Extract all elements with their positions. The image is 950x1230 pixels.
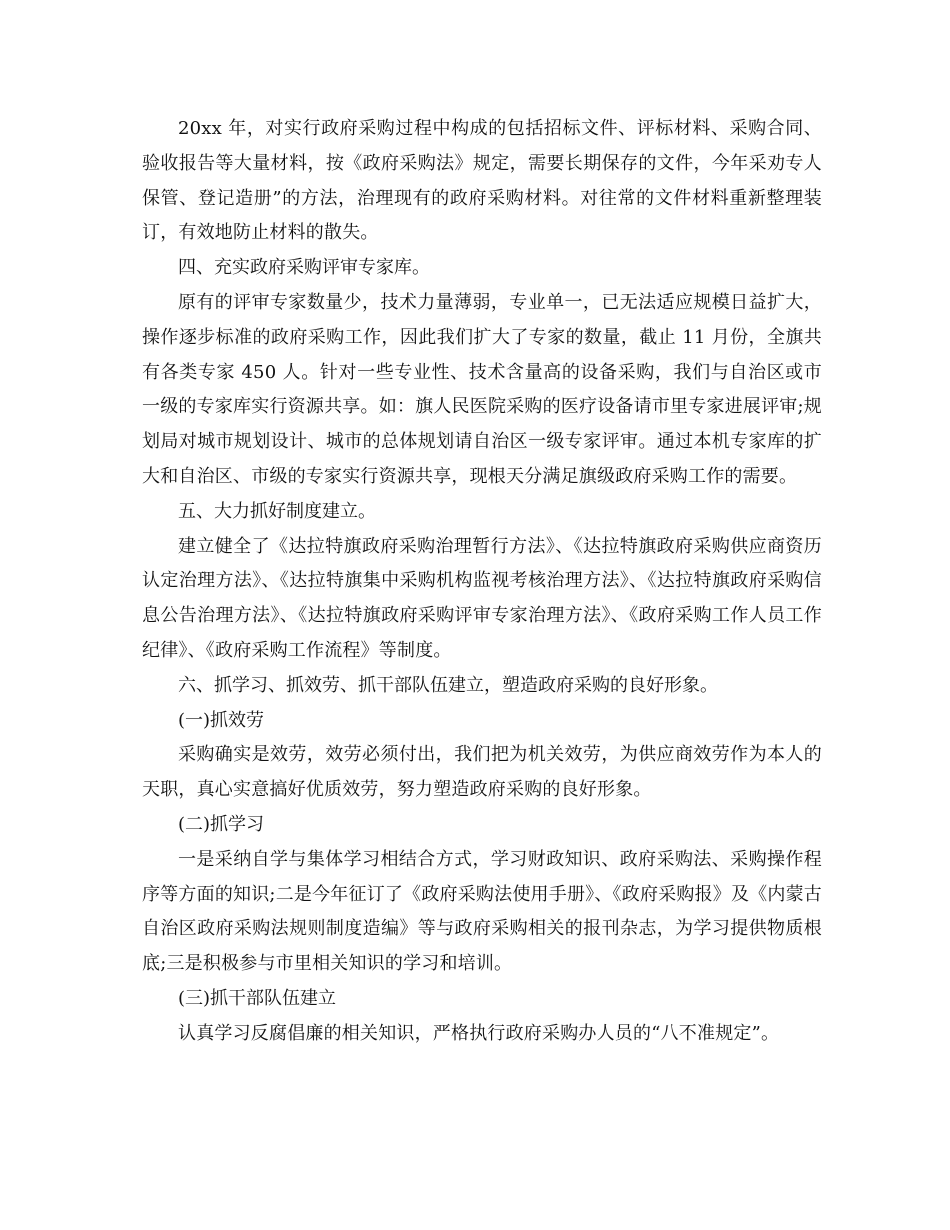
heading-system-building: 五、大力抓好制度建立。 <box>178 500 376 522</box>
subheading-team-building: (三)抓干部队伍建立 <box>178 987 337 1009</box>
paragraph-expert-pool: 原有的评审专家数量少，技术力量薄弱，专业单一，已无法适应规模日益扩大，操作逐步标准的政府采购工作，因此我们扩大了专家的数量，截止 11 月份，全旗共有各类专家 450 人。针对一些专业性、技术含量高的设备采购，我们与自治区或市一级的专家库实行资源共享。如：旗人民医院采购的医疗设备请市里专家进展评审;规划局对城市规划设计、城市的总体规划请自治区一级专家评审。通过本机专家库的扩大和自治区、市级的专家实行资源共享，现根天分满足旗级政府采购工作的需要。 <box>142 291 822 487</box>
paragraph-record-keeping: 20xx 年，对实行政府采购过程中构成的包括招标文件、评标材料、采购合同、验收报告等大量材料，按《政府采购法》规定，需要长期保存的文件，今年采劝专人保管、登记造册”的方法，治理现有的政府采购材料。对往常的文件材料重新整理装订，有效地防止材料的散失。 <box>142 118 822 244</box>
heading-expert-pool: 四、充实政府采购评审专家库。 <box>178 257 430 279</box>
paragraph-service: 采购确实是效劳，效劳必须付出，我们把为机关效劳，为供应商效劳作为本人的天职，真心实意搞好优质效劳，努力塑造政府采购的良好形象。 <box>142 744 822 801</box>
document-page <box>142 112 822 1052</box>
subheading-service: (一)抓效劳 <box>178 709 265 731</box>
heading-study-service-team: 六、抓学习、抓效劳、抓干部队伍建立，塑造政府采购的良好形象。 <box>178 674 718 696</box>
subheading-study: (二)抓学习 <box>178 813 265 835</box>
paragraph-study: 一是采纳自学与集体学习相结合方式，学习财政知识、政府采购法、采购操作程序等方面的知识;二是今年征订了《政府采购法使用手册》、《政府采购报》及《内蒙古自治区政府采购法规则制度造编》等与政府采购相关的报刊杂志，为学习提供物质根底;三是积极参与市里相关知识的学习和培训。 <box>142 848 822 975</box>
paragraph-team-building: 认真学习反腐倡廉的相关知识，严格执行政府采购办人员的“八不准规定”。 <box>178 1022 780 1044</box>
paragraph-system-building: 建立健全了《达拉特旗政府采购治理暂行方法》、《达拉特旗政府采购供应商资历认定治理方法》、《达拉特旗集中采购机构监视考核治理方法》、《达拉特旗政府采购信息公告治理方法》、《达拉特旗政府采购评审专家治理方法》、《政府采购工作人员工作纪律》、《政府采购工作流程》等制度。 <box>142 535 822 661</box>
